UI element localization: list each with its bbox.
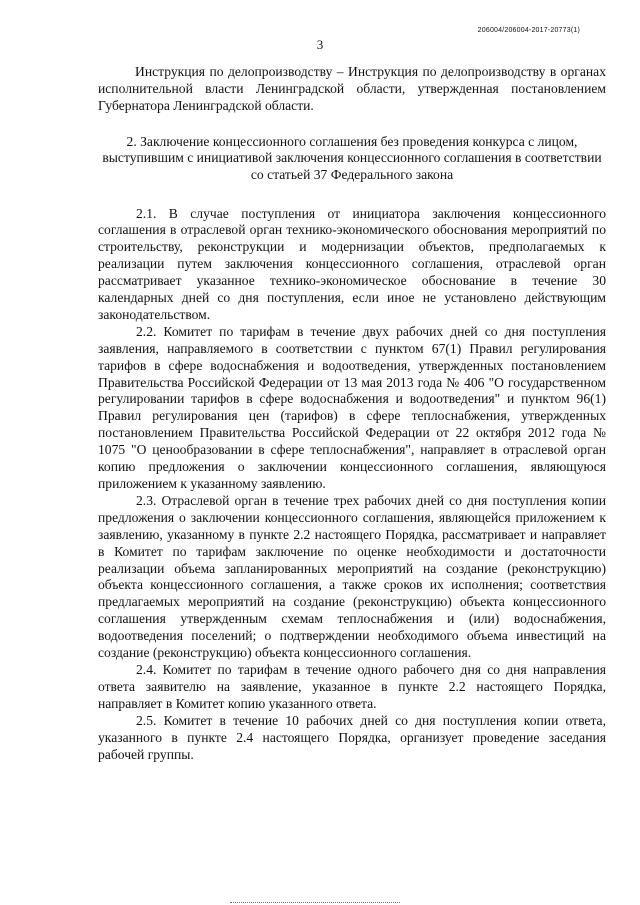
document-body [98,64,606,763]
scan-artifact-line [230,900,400,903]
page-number: 3 [316,37,324,52]
document-id: 206004/206004-2017-20773(1) [477,27,580,34]
paragraph-2-5: 2.5. Комитет в течение 10 рабочих дней со дня поступления копии ответа, указанного в пункте 2.4 настоящего Порядка, организует проведение заседания рабочей группы. [98,712,606,762]
paragraph-2-1: 2.1. В случае поступления от инициатора заключения концессионного соглашения в отраслевой орган технико-экономического обоснования мероприятий по строительству, реконструкции и модернизации объектов, предполагаемых к реализации путем заключения концессионного соглашения, отраслевой орган рассматривает указанное технико-экономическое обоснование в течение 30 календарных дней со дня поступления, если иное не установлено действующим законодательством. [98,205,606,322]
paragraph-2-3: 2.3. Отраслевой орган в течение трех рабочих дней со дня поступления копии предложения о заключении концессионного соглашения, являющейся приложением к заявлению, указанному в пункте 2.2 настоящего Порядка, рассматривает и направляет в Комитет по тарифам заключение по оценке необходимости и достаточности реализации объема запланированных мероприятий на создание (реконструкцию) объекта концессионного соглашения, а также сроков их исполнения; соответствия предлагаемых мероприятий на создание (реконструкцию) объекта концессионного соглашения утвержденным схемам теплоснабжения и (или) водоснабжения, водоотведения поселений; о подтверждении необходимого объема инвестиций на создание (реконструкцию) объекта концессионного соглашения. [98,492,606,661]
section-heading: 2. Заключение концессионного соглашения без проведения конкурса с лицом, выступившим с инициативой заключения концессионного соглашения в соответствии со статьей 37 Федерального закона [102,133,602,182]
intro-paragraph: Инструкция по делопроизводству – Инструкция по делопроизводству в органах исполнительной власти Ленинградской области, утвержденная постановлением Губернатора Ленинградской области. [98,64,606,113]
paragraph-2-4: 2.4. Комитет по тарифам в течение одного рабочего дня со дня направления ответа заявителю на заявление, указанное в пункте 2.2 настоящего Порядка, направляет в Комитет копию указанного ответа. [98,661,606,711]
paragraph-2-2: 2.2. Комитет по тарифам в течение двух рабочих дней со дня поступления заявления, направляемого в соответствии с пунктом 67(1) Правил регулирования тарифов в сфере водоснабжения и водоотведения, утвержденных постановлением Правительства Российской Федерации от 13 мая 2013 года № 406 "О государственном регулировании тарифов в сфере водоснабжения и водоотведения" и пунктом 96(1) Правил регулирования цен (тарифов) в сфере теплоснабжения, утвержденных постановлением Правительства Российской Федерации от 22 октября 2012 года № 1075 "О ценообразовании в сфере теплоснабжения", направляет в отраслевой орган копию предложения о заключении концессионного соглашения, являющуюся приложением к указанному заявлению. [98,323,606,491]
